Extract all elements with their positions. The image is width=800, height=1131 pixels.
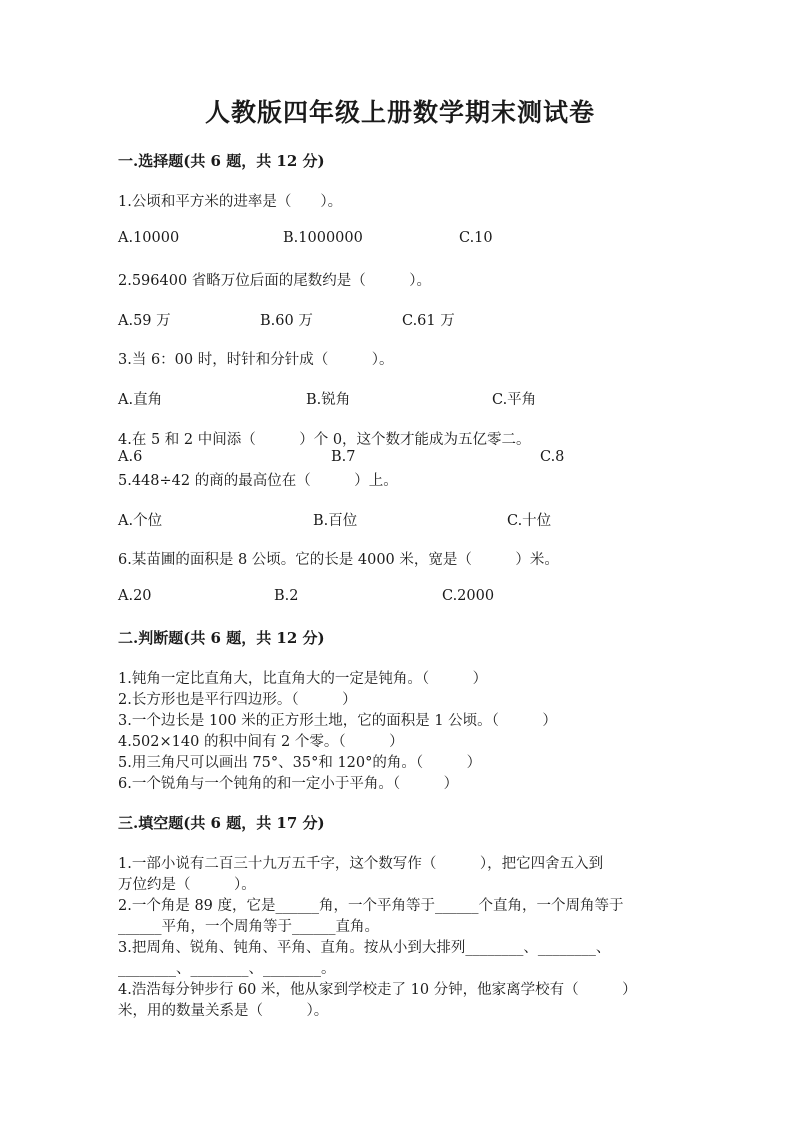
option-b: B.60 万 bbox=[260, 313, 313, 329]
statement-item: 6.一个锐角与一个钝角的和一定小于平角。（ ） bbox=[118, 776, 459, 792]
option-c: C.61 万 bbox=[402, 313, 455, 329]
option-a: A.直角 bbox=[118, 392, 163, 408]
option-a: A.20 bbox=[118, 588, 152, 604]
question-text: 4.在 5 和 2 中间添（ ）个 0，这个数才能成为五亿零二。 bbox=[118, 432, 531, 448]
option-a: A.个位 bbox=[118, 513, 163, 529]
fill-in-line: 2.一个角是 89 度，它是______角，一个平角等于______个直角，一个周角等于 bbox=[118, 898, 624, 914]
statement-item: 5.用三角尺可以画出 75°、35°和 120°的角。（ ） bbox=[118, 755, 482, 771]
option-c: C.10 bbox=[459, 230, 493, 246]
question-text: 1.公顷和平方米的进率是（ ）。 bbox=[118, 194, 343, 210]
statement-item: 1.钝角一定比直角大，比直角大的一定是钝角。（ ） bbox=[118, 671, 488, 687]
option-c: C.平角 bbox=[492, 392, 537, 408]
fill-in-line: 米，用的数量关系是（ ）。 bbox=[118, 1003, 329, 1019]
option-b: B.锐角 bbox=[306, 392, 351, 408]
fill-in-line: 1.一部小说有二百三十九万五千字，这个数写作（ ），把它四舍五入到 bbox=[118, 856, 604, 872]
question-text: 5.448÷42 的商的最高位在（ ）上。 bbox=[118, 473, 398, 489]
option-b: B.1000000 bbox=[283, 230, 363, 246]
option-c: C.8 bbox=[540, 449, 565, 465]
fill-in-line: ________、________、________。 bbox=[118, 961, 336, 977]
statement-item: 2.长方形也是平行四边形。（ ） bbox=[118, 692, 357, 708]
option-a: A.6 bbox=[118, 449, 143, 465]
section-heading-choice: 一.选择题(共 6 题，共 12 分) bbox=[118, 152, 325, 170]
statement-item: 4.502×140 的积中间有 2 个零。（ ） bbox=[118, 734, 404, 750]
option-b: B.2 bbox=[274, 588, 299, 604]
option-c: C.十位 bbox=[507, 513, 552, 529]
option-a: A.10000 bbox=[118, 230, 180, 246]
fill-in-line: 万位约是（ ）。 bbox=[118, 877, 256, 893]
fill-in-line: ______平角，一个周角等于______直角。 bbox=[118, 919, 379, 935]
fill-in-line: 4.浩浩每分钟步行 60 米，他从家到学校走了 10 分钟，他家离学校有（ ） bbox=[118, 982, 637, 998]
section-heading-fill-in: 三.填空题(共 6 题，共 17 分) bbox=[118, 814, 325, 832]
section-heading-judgment: 二.判断题(共 6 题，共 12 分) bbox=[118, 629, 325, 647]
statement-item: 3.一个边长是 100 米的正方形土地，它的面积是 1 公顷。（ ） bbox=[118, 713, 557, 729]
question-text: 6.某苗圃的面积是 8 公顷。它的长是 4000 米，宽是（ ）米。 bbox=[118, 552, 559, 568]
option-c: C.2000 bbox=[442, 588, 495, 604]
option-a: A.59 万 bbox=[118, 313, 171, 329]
option-b: B.百位 bbox=[313, 513, 358, 529]
page-title: 人教版四年级上册数学期末测试卷 bbox=[204, 98, 595, 127]
question-text: 2.596400 省略万位后面的尾数约是（ ）。 bbox=[118, 273, 432, 289]
question-text: 3.当 6：00 时，时针和分针成（ ）。 bbox=[118, 352, 394, 368]
option-b: B.7 bbox=[331, 449, 356, 465]
fill-in-line: 3.把周角、锐角、钝角、平角、直角。按从小到大排列________、________、 bbox=[118, 940, 611, 956]
